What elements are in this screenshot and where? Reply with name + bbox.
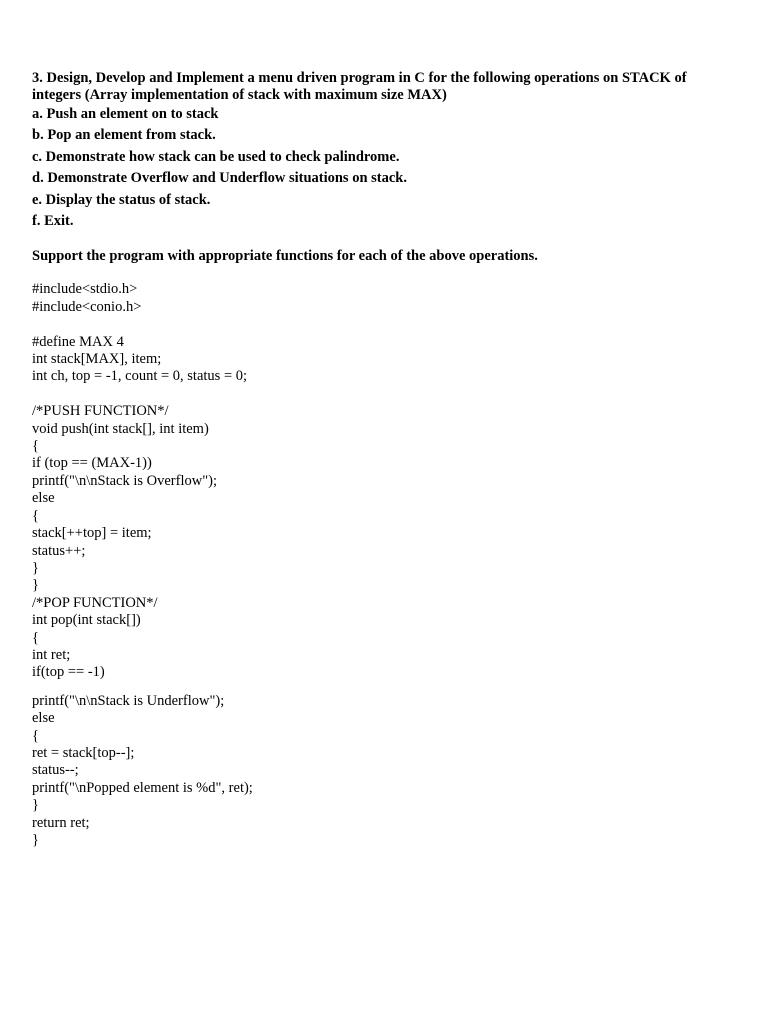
code-line: stack[++top] = item; (32, 525, 152, 542)
code-line: } (32, 577, 39, 594)
list-item: b. Pop an element from stack. (32, 127, 216, 144)
code-line: #include<stdio.h> (32, 281, 138, 298)
code-line: printf("\nPopped element is %d", ret); (32, 779, 253, 796)
code-line: { (32, 438, 39, 455)
code-line: /*POP FUNCTION*/ (32, 594, 158, 611)
code-line: printf("\n\nStack is Underflow"); (32, 692, 225, 709)
code-line: #define MAX 4 (32, 333, 124, 350)
code-line: status--; (32, 762, 79, 779)
code-line: if(top == -1) (32, 664, 105, 681)
code-line: /*PUSH FUNCTION*/ (32, 403, 169, 420)
document-page (32, 70, 732, 849)
code-line: return ret; (32, 814, 90, 831)
list-item: c. Demonstrate how stack can be used to check palindrome. (32, 148, 400, 165)
code-line: else (32, 710, 55, 727)
code-line: { (32, 727, 39, 744)
code-line: { (32, 629, 39, 646)
code-line: ret = stack[top--]; (32, 744, 135, 761)
code-line: int stack[MAX], item; (32, 351, 162, 368)
code-line: } (32, 832, 39, 848)
code-line: int pop(int stack[]) (32, 612, 141, 629)
code-line: if (top == (MAX-1)) (32, 455, 152, 472)
list-item: a. Push an element on to stack (32, 106, 219, 122)
code-line: #include<conio.h> (32, 298, 142, 315)
code-line: else (32, 490, 55, 507)
code-line: int ch, top = -1, count = 0, status = 0; (32, 368, 248, 385)
code-line: } (32, 559, 39, 576)
question-title: 3. Design, Develop and Implement a menu driven program in C for the following operations on STACK of integers (Array implementation of stack with maximum size MAX) (32, 70, 687, 103)
code-line: } (32, 797, 39, 814)
list-item: f. Exit. (32, 213, 74, 230)
support-note: Support the program with appropriate functions for each of the above operations. (32, 248, 538, 265)
list-item: e. Display the status of stack. (32, 191, 211, 208)
operations-list (32, 104, 732, 232)
code-line: int ret; (32, 646, 71, 663)
code-listing (32, 281, 732, 849)
code-line: status++; (32, 542, 86, 559)
code-line: { (32, 507, 39, 524)
list-item: d. Demonstrate Overflow and Underflow situations on stack. (32, 170, 407, 187)
code-line: void push(int stack[], int item) (32, 420, 209, 437)
code-line: printf("\n\nStack is Overflow"); (32, 472, 217, 489)
